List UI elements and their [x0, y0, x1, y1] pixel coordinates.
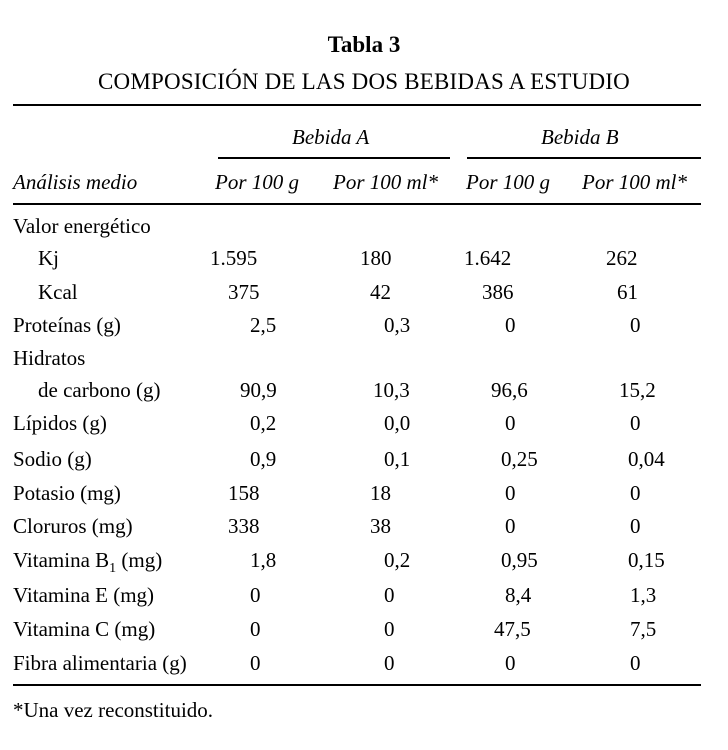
cell-b-per-100ml: 0 [630, 313, 641, 337]
cell-b-per-100g: 0 [505, 651, 516, 675]
bottom-rule [13, 684, 701, 686]
label-suffix: (mg) [116, 548, 163, 572]
row-label-energy: Valor energético [13, 214, 151, 238]
cell-a-per-100ml: 180 [360, 246, 392, 270]
cell-a-per-100g: 1,8 [250, 548, 277, 572]
cell-b-per-100ml: 15,2 [619, 378, 656, 402]
cell-b-per-100g: 0,25 [501, 447, 538, 471]
row-label [13, 550, 162, 576]
cell-a-per-100ml: 0,1 [384, 447, 411, 471]
cell-b-per-100ml: 1,3 [630, 583, 657, 607]
cell-a-per-100ml: 0 [384, 617, 395, 641]
row-label: Fibra alimentaria (g) [13, 651, 187, 675]
cell-a-per-100ml: 18 [370, 481, 391, 505]
cell-a-per-100g: 375 [228, 280, 260, 304]
cell-b-per-100g: 0,95 [501, 548, 538, 572]
cell-b-per-100ml: 61 [617, 280, 638, 304]
cell-b-per-100g: 0 [505, 411, 516, 435]
cell-a-per-100g: 0 [250, 617, 261, 641]
cell-a-per-100ml: 42 [370, 280, 391, 304]
row-label: Sodio (g) [13, 447, 92, 471]
cell-b-per-100ml: 0 [630, 651, 641, 675]
cell-a-per-100g: 0,2 [250, 411, 277, 435]
row-label: Kj [38, 246, 59, 270]
cell-a-per-100g: 158 [228, 481, 260, 505]
table-title: Tabla 3 [327, 32, 401, 57]
row-label: Lípidos (g) [13, 411, 107, 435]
cell-a-per-100g: 0,9 [250, 447, 277, 471]
cell-b-per-100g: 96,6 [491, 378, 528, 402]
cell-b-per-100g: 8,4 [505, 583, 532, 607]
label-prefix: Vitamina B [13, 548, 110, 572]
group-rule-b [467, 157, 701, 159]
column-header-a-per-100ml: Por 100 ml* [333, 170, 438, 194]
cell-b-per-100g: 0 [505, 313, 516, 337]
row-label: Kcal [38, 280, 78, 304]
cell-a-per-100g: 338 [228, 514, 260, 538]
cell-b-per-100g: 0 [505, 481, 516, 505]
cell-a-per-100g: 0 [250, 583, 261, 607]
column-header-a-per-100g: Por 100 g [215, 170, 299, 194]
column-header-b-per-100ml: Por 100 ml* [582, 170, 687, 194]
top-rule [13, 104, 701, 106]
cell-a-per-100g: 2,5 [250, 313, 277, 337]
row-label: Proteínas (g) [13, 313, 121, 337]
cell-b-per-100ml: 0 [630, 411, 641, 435]
cell-b-per-100g: 386 [482, 280, 514, 304]
row-label: Vitamina E (mg) [13, 583, 155, 607]
group-rule-a [218, 157, 450, 159]
cell-b-per-100ml: 0,15 [628, 548, 665, 572]
cell-a-per-100g: 0 [250, 651, 261, 675]
cell-b-per-100ml: 0,04 [628, 447, 665, 471]
cell-b-per-100ml: 262 [606, 246, 638, 270]
cell-a-per-100g: 90,9 [240, 378, 277, 402]
cell-b-per-100ml: 0 [630, 481, 641, 505]
cell-b-per-100ml: 0 [630, 514, 641, 538]
cell-a-per-100g: 1.595 [210, 246, 258, 270]
label-subscript: 1 [109, 561, 117, 577]
cell-a-per-100ml: 0,0 [384, 411, 411, 435]
table-subtitle: COMPOSICIÓN DE LAS DOS BEBIDAS A ESTUDIO [98, 69, 630, 94]
cell-a-per-100ml: 0 [384, 583, 395, 607]
row-label: Vitamina C (mg) [13, 617, 156, 641]
cell-a-per-100ml: 0,3 [384, 313, 411, 337]
cell-a-per-100ml: 38 [370, 514, 391, 538]
row-label: Cloruros (mg) [13, 514, 133, 538]
cell-b-per-100g: 0 [505, 514, 516, 538]
cell-b-per-100g: 47,5 [494, 617, 531, 641]
cell-a-per-100ml: 10,3 [373, 378, 410, 402]
group-header-bebida-b: Bebida B [541, 125, 619, 149]
row-label-carb-line1: Hidratos [13, 346, 86, 370]
column-header-analysis: Análisis medio [13, 170, 138, 194]
header-rule [13, 203, 701, 205]
cell-a-per-100ml: 0,2 [384, 548, 411, 572]
column-header-b-per-100g: Por 100 g [466, 170, 550, 194]
row-label: Potasio (mg) [13, 481, 121, 505]
footnote: *Una vez reconstituido. [13, 698, 214, 722]
row-label: de carbono (g) [38, 378, 161, 402]
group-header-bebida-a: Bebida A [292, 125, 370, 149]
cell-b-per-100ml: 7,5 [630, 617, 657, 641]
cell-b-per-100g: 1.642 [464, 246, 512, 270]
cell-a-per-100ml: 0 [384, 651, 395, 675]
